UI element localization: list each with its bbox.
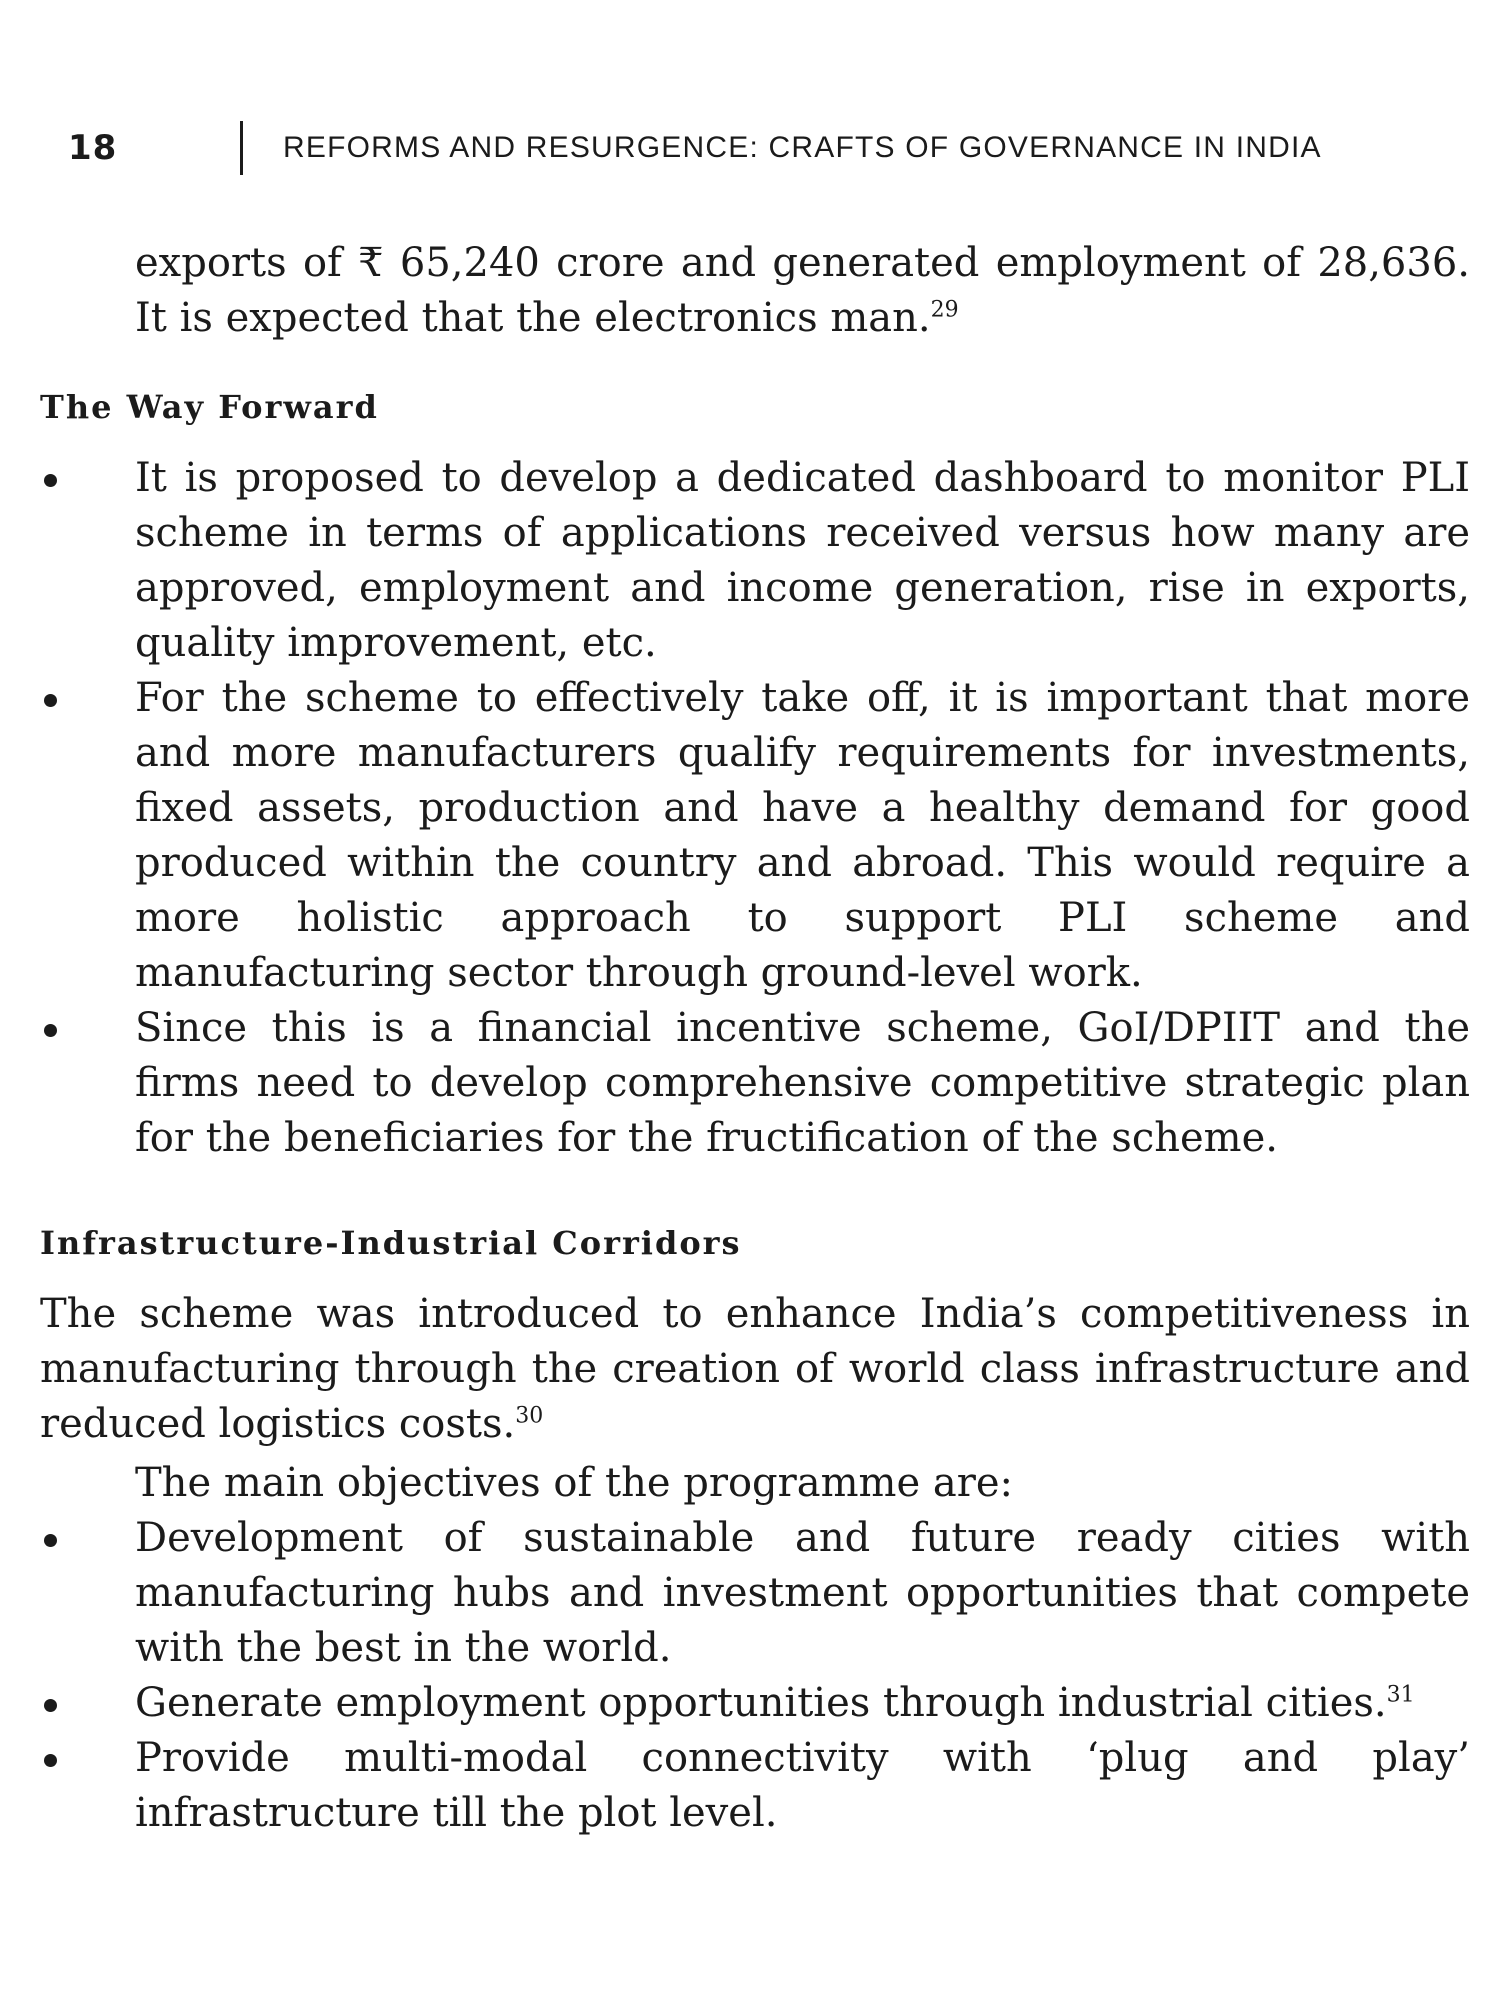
page-header: [68, 118, 1448, 178]
list-item-text: Generate employment opportunities through industrial cities.: [135, 1680, 1387, 1726]
list-item: [40, 451, 1470, 671]
list-item-text: It is proposed to develop a dedicated dashboard to monitor PLI scheme in terms of applications received versus how many are approved, employment and income generation, rise in exports, quality improvement, etc.: [135, 455, 1470, 666]
running-title: REFORMS AND RESURGENCE: CRAFTS OF GOVERNANCE IN INDIA: [283, 131, 1322, 164]
list-item-text: Provide multi-modal connectivity with ‘plug and play’ infrastructure till the plot level.: [135, 1735, 1470, 1836]
list-item: [40, 1001, 1470, 1166]
footnote-ref-29: 29: [930, 297, 959, 323]
list-item-text: For the scheme to effectively take off, it is important that more and more manufacturers qualify requirements for investments, fixed assets, production and have a healthy demand for good produced within the country and abroad. This would require a more holistic approach to support PLI scheme and manufacturing sector through ground-level work.: [135, 675, 1470, 996]
list-item: [40, 1511, 1470, 1676]
section-heading-corridors: Infrastructure-Industrial Corridors: [40, 1224, 742, 1262]
list-item: [40, 671, 1470, 1001]
opening-paragraph-text: exports of ₹ 65,240 crore and generated employment of 28,636. It is expected that the electronics man.: [135, 240, 1470, 341]
corridors-intro-paragraph: [40, 1287, 1470, 1452]
way-forward-list: [40, 451, 1470, 1166]
bullet-icon: [44, 1699, 57, 1712]
bullet-icon: [44, 1754, 57, 1767]
footnote-ref-31: 31: [1386, 1682, 1415, 1708]
bullet-icon: [44, 1534, 57, 1547]
section-heading-way-forward: The Way Forward: [40, 388, 379, 426]
bullet-icon: [44, 1024, 57, 1037]
page-body: [40, 236, 1470, 1841]
list-item-text: Development of sustainable and future ready cities with manufacturing hubs and investment opportunities that compete with the best in the world.: [135, 1515, 1470, 1671]
header-divider: [240, 121, 243, 175]
objectives-lead: The main objectives of the programme are:: [135, 1460, 1013, 1506]
list-item: [40, 1676, 1470, 1731]
corridors-intro-text: The scheme was introduced to enhance India’s competitiveness in manufacturing through the creation of world class infrastructure and reduced logistics costs.: [40, 1291, 1470, 1447]
footnote-ref-30: 30: [515, 1403, 544, 1429]
bullet-icon: [44, 474, 57, 487]
page-number: 18: [68, 128, 118, 168]
objectives-list: [40, 1511, 1470, 1841]
opening-paragraph: [40, 236, 1470, 346]
list-item-text: Since this is a financial incentive scheme, GoI/DPIIT and the firms need to develop comprehensive competitive strategic plan for the beneficiaries for the fructification of the scheme.: [135, 1005, 1470, 1161]
bullet-icon: [44, 694, 57, 707]
list-item: [40, 1731, 1470, 1841]
